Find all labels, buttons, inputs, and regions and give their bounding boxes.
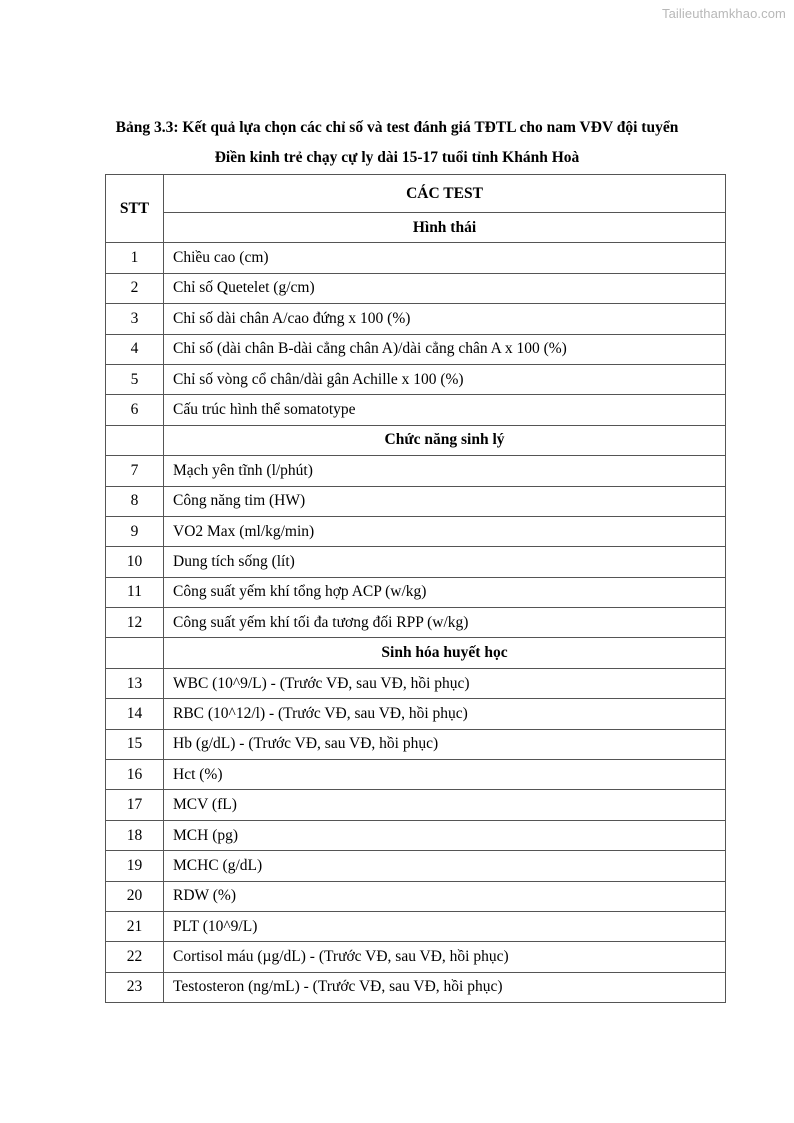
row-test: RDW (%) [164,881,726,911]
table-row [106,516,726,546]
row-test: Công suất yếm khí tối đa tương đối RPP (w/kg) [164,608,726,638]
row-stt: 18 [106,820,164,850]
row-test: Testosteron (ng/mL) - (Trước VĐ, sau VĐ, hồi phục) [164,972,726,1002]
header-tests: CÁC TEST [164,175,726,213]
row-test: Chỉ số (dài chân B-dài cẳng chân A)/dài cẳng chân A x 100 (%) [164,334,726,364]
row-test: Mạch yên tĩnh (l/phút) [164,456,726,486]
row-test: Hb (g/dL) - (Trước VĐ, sau VĐ, hồi phục) [164,729,726,759]
table-row [106,304,726,334]
row-test: RBC (10^12/l) - (Trước VĐ, sau VĐ, hồi phục) [164,699,726,729]
row-stt: 23 [106,972,164,1002]
row-test: Chỉ số vòng cổ chân/dài gân Achille x 100 (%) [164,364,726,394]
section-row [106,638,726,668]
table-row [106,668,726,698]
row-stt: 11 [106,577,164,607]
row-test: Chỉ số Quetelet (g/cm) [164,273,726,303]
row-test: VO2 Max (ml/kg/min) [164,516,726,546]
row-test: MCV (fL) [164,790,726,820]
row-stt: 14 [106,699,164,729]
table-row [106,456,726,486]
row-stt: 15 [106,729,164,759]
table-row [106,577,726,607]
table-row [106,334,726,364]
row-test: PLT (10^9/L) [164,911,726,941]
row-stt: 16 [106,760,164,790]
header-row [106,175,726,213]
row-stt: 4 [106,334,164,364]
section-title: Hình thái [164,213,726,243]
row-stt: 9 [106,516,164,546]
row-test: Công suất yếm khí tổng hợp ACP (w/kg) [164,577,726,607]
table-row [106,243,726,273]
row-test: Hct (%) [164,760,726,790]
section-row [106,213,726,243]
row-test: Dung tích sống (lít) [164,547,726,577]
table-row [106,942,726,972]
header-stt: STT [106,175,164,243]
section-row [106,425,726,455]
row-test: MCH (pg) [164,820,726,850]
row-test: Cấu trúc hình thể somatotype [164,395,726,425]
row-stt: 2 [106,273,164,303]
section-title: Sinh hóa huyết học [164,638,726,668]
row-stt: 13 [106,668,164,698]
section-title: Chức năng sinh lý [164,425,726,455]
row-stt: 19 [106,851,164,881]
caption-line-2: Điền kinh trẻ chạy cự ly dài 15-17 tuổi tỉnh Khánh Hoà [214,149,580,166]
table-row [106,608,726,638]
table-caption [0,113,794,173]
row-stt: 22 [106,942,164,972]
table-row [106,820,726,850]
row-stt: 7 [106,456,164,486]
row-stt: 6 [106,395,164,425]
table-row [106,851,726,881]
table-row [106,395,726,425]
section-stt-empty [106,425,164,455]
row-stt: 5 [106,364,164,394]
table-row [106,911,726,941]
row-stt: 1 [106,243,164,273]
row-test: Công năng tim (HW) [164,486,726,516]
table-row [106,273,726,303]
caption-line-1: Bảng 3.3: Kết quả lựa chọn các chỉ số và test đánh giá TĐTL cho nam VĐV đội tuyển [115,119,679,136]
table-row [106,729,726,759]
row-stt: 3 [106,304,164,334]
tests-table [105,174,726,1003]
row-test: MCHC (g/dL) [164,851,726,881]
row-stt: 8 [106,486,164,516]
watermark-text: Tailieuthamkhao.com [661,6,786,21]
table-row [106,790,726,820]
row-test: Cortisol máu (µg/dL) - (Trước VĐ, sau VĐ, hồi phục) [164,942,726,972]
row-stt: 10 [106,547,164,577]
table-row [106,486,726,516]
table-row [106,699,726,729]
row-test: Chiều cao (cm) [164,243,726,273]
row-stt: 21 [106,911,164,941]
row-stt: 17 [106,790,164,820]
table-row [106,881,726,911]
row-test: Chỉ số dài chân A/cao đứng x 100 (%) [164,304,726,334]
table-row [106,972,726,1002]
section-stt-empty [106,638,164,668]
table-row [106,364,726,394]
table-row [106,760,726,790]
table-row [106,547,726,577]
row-test: WBC (10^9/L) - (Trước VĐ, sau VĐ, hồi phục) [164,668,726,698]
row-stt: 20 [106,881,164,911]
row-stt: 12 [106,608,164,638]
